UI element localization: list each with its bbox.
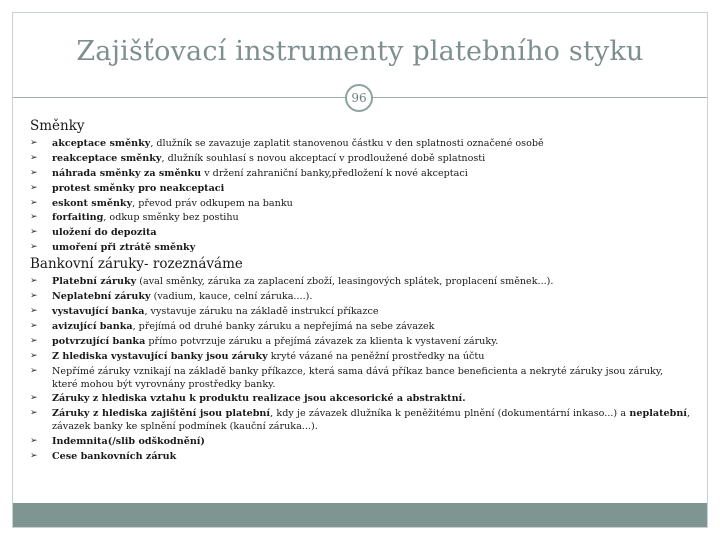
list-item: ➢ Neplatební záruky (vadium, kauce, celní záruka....).: [30, 291, 313, 303]
arrow-bullet-icon: ➢: [30, 276, 38, 287]
list-item: ➢ Z hlediska vystavující banky jsou záruky kryté vázané na peněžní prostředky na účtu: [30, 350, 485, 362]
arrow-bullet-icon: ➢: [30, 212, 38, 223]
arrow-bullet-icon: ➢: [30, 291, 38, 302]
footer-bar: [13, 503, 707, 527]
list-item: ➢ Záruky z hlediska vztahu k produktu realizace jsou akcesorické a abstraktní.: [30, 393, 466, 405]
page-number-badge: 96: [345, 84, 373, 112]
list-item: ➢ uložení do depozita: [30, 227, 157, 239]
list-item: ➢ vystavující banka, vystavuje záruku na základě instrukcí příkazce: [30, 306, 379, 318]
arrow-bullet-icon: ➢: [30, 320, 38, 331]
section-heading-smenky: Směnky: [30, 118, 85, 134]
list-item: ➢ náhrada směnky za směnku v držení zahraniční banky,předložení k nové akceptaci: [30, 167, 468, 179]
arrow-bullet-icon: ➢: [30, 335, 38, 346]
list-item: ➢ Cese bankovních záruk: [30, 451, 177, 463]
list-item: ➢ forfaiting, odkup směnky bez postihu: [30, 212, 239, 224]
slide-title: Zajišťovací instrumenty platebního styku: [76, 36, 644, 67]
list-item: ➢ akceptace směnky, dlužník se zavazuje zaplatit stanovenou částku v den splatnosti označené osobě: [30, 138, 544, 149]
list-item: ➢ Nepřímé záruky vznikají na základě banky příkazce, která sama dává příkaz bance beneficienta a nekryté záruky jsou záruky, které mohou být vyrovnány prostředky banky.: [30, 365, 664, 390]
list-item: ➢ potvrzující banka přímo potvrzuje záruku a přejímá závazek za klienta k vystavení záruky.: [30, 335, 499, 347]
list-item: ➢ reakceptace směnky, dlužník souhlasí s novou akceptací v prodloužené době splatnosti: [30, 152, 486, 164]
arrow-bullet-icon: ➢: [30, 365, 38, 376]
slide-content: [30, 118, 690, 465]
list-item: ➢ avizující banka, přejímá od druhé banky záruku a nepřejímá na sebe závazek: [30, 320, 435, 332]
arrow-bullet-icon: ➢: [30, 350, 38, 361]
list-item: ➢ umoření při ztrátě směnky: [30, 242, 196, 254]
zaruky-list: [30, 275, 690, 463]
arrow-bullet-icon: ➢: [30, 436, 38, 447]
arrow-bullet-icon: ➢: [30, 138, 38, 148]
arrow-bullet-icon: ➢: [30, 227, 38, 238]
arrow-bullet-icon: ➢: [30, 393, 38, 404]
list-item: ➢ Platební záruky (aval směnky, záruka za zaplacení zboží, leasingových splátek, proplacení směnek...).: [30, 276, 554, 288]
list-item: ➢ Záruky z hlediska zajištění jsou platební, kdy je závazek dlužníka k peněžitému plnění (dokumentární inkaso...) a neplatební, závazek banky ke splnění podmínek (kauční záruka...).: [30, 408, 690, 433]
list-item: ➢ eskont směnky, převod práv odkupem na banku: [30, 197, 293, 209]
section-heading-zaruky: Bankovní záruky- rozeznáváme: [30, 256, 243, 273]
arrow-bullet-icon: ➢: [30, 197, 38, 208]
arrow-bullet-icon: ➢: [30, 408, 38, 419]
arrow-bullet-icon: ➢: [30, 306, 38, 317]
arrow-bullet-icon: ➢: [30, 242, 38, 253]
arrow-bullet-icon: ➢: [30, 182, 38, 193]
list-item: ➢ Indemnita(/slib odškodnění): [30, 436, 205, 448]
smenky-list: [30, 137, 690, 254]
arrow-bullet-icon: ➢: [30, 451, 38, 462]
arrow-bullet-icon: ➢: [30, 152, 38, 163]
arrow-bullet-icon: ➢: [30, 167, 38, 178]
list-item: ➢ protest směnky pro neakceptaci: [30, 182, 225, 194]
